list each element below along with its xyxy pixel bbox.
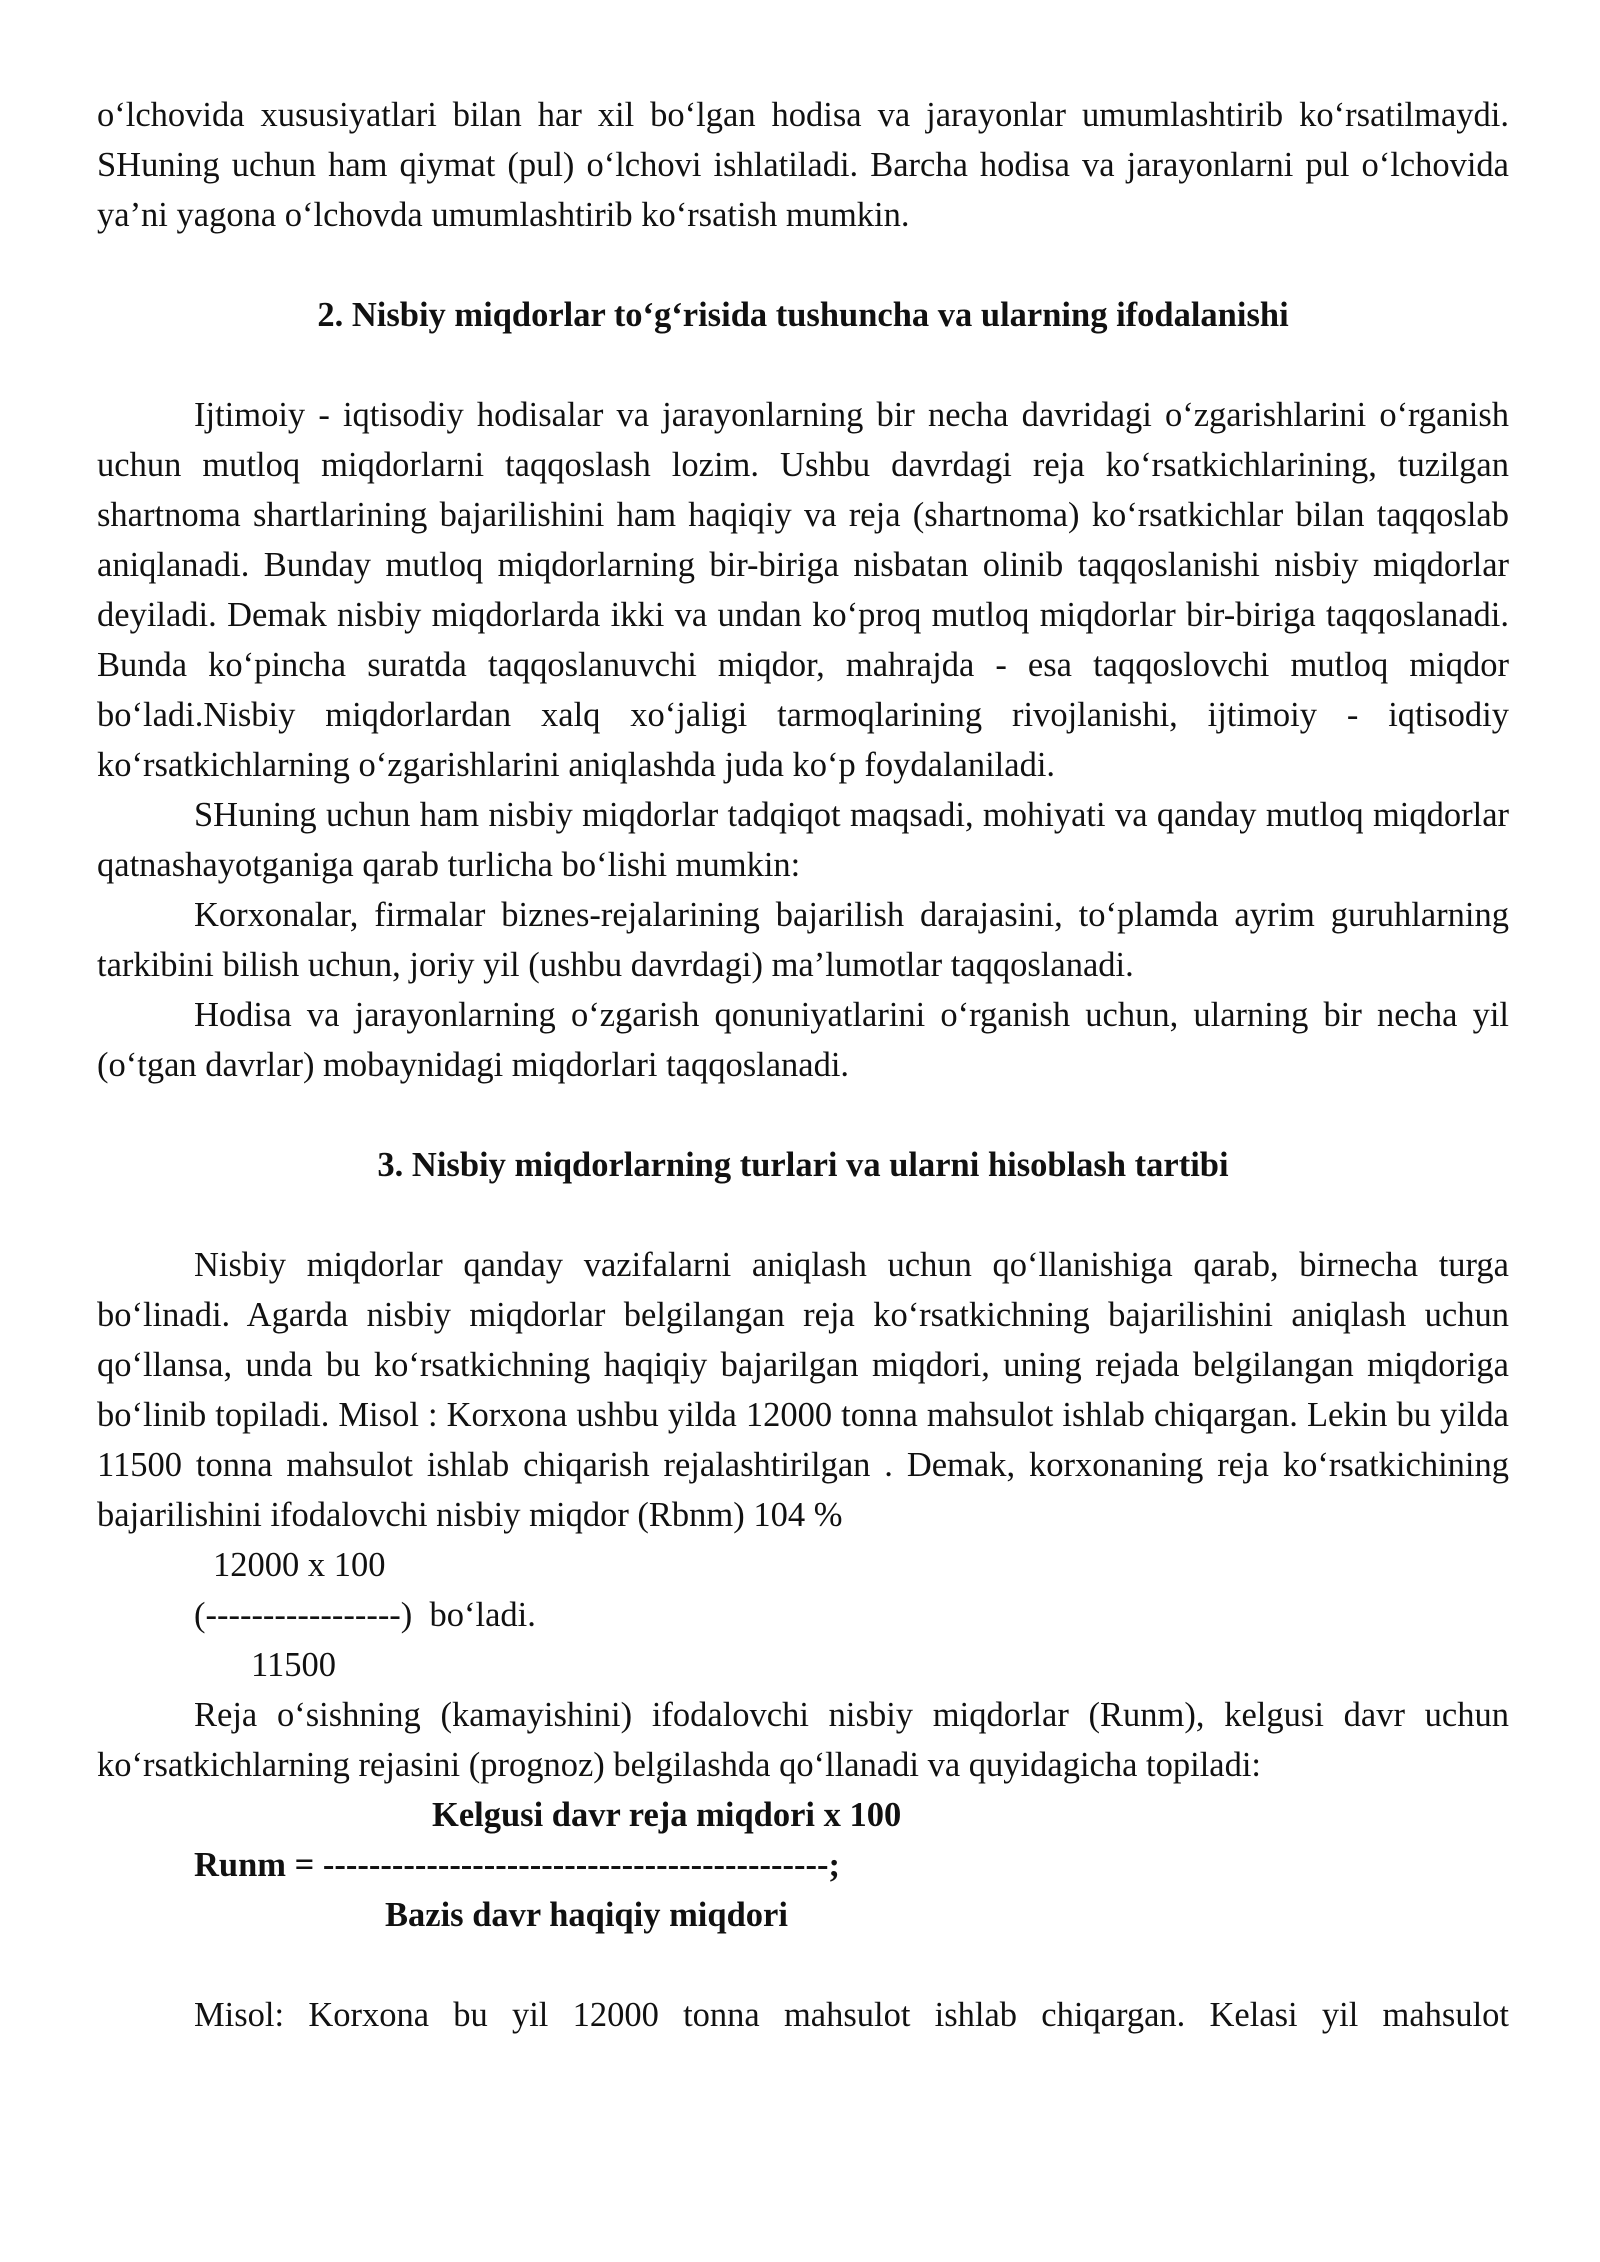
spacer [97, 240, 1509, 290]
formula-numerator: Kelgusi davr reja miqdori x 100 [432, 1796, 902, 1834]
formula-numerator: 12000 x 100 [213, 1546, 386, 1584]
formula-fraction-line: (-----------------) bo‘ladi. [194, 1596, 536, 1634]
paragraph: Korxonalar, firmalar biznes-rejalarining bajarilish darajasini, to‘plamda ayrim guruhlarning tarkibini bilish uchun, joriy yil (ushbu davrdagi) ma’lumotlar taqqoslanadi. [97, 896, 1509, 984]
formula-fraction-line: Runm = --------------------------------------------; [194, 1846, 840, 1884]
paragraph: Reja o‘sishning (kamayishini) ifodalovchi nisbiy miqdorlar (Runm), kelgusi davr uchun ko‘rsatkichlarning rejasini (prognoz) belgilashda qo‘llanadi va quyidagicha topiladi: [97, 1696, 1509, 1784]
paragraph: Nisbiy miqdorlar qanday vazifalarni aniqlash uchun qo‘llanishiga qarab, birnecha turga bo‘linadi. Agarda nisbiy miqdorlar belgilangan reja ko‘rsatkichning bajarilishini aniqlash uchun qo‘llansa, unda bu ko‘rsatkichning haqiqiy bajarilgan miqdori, uning rejada belgilangan miqdoriga bo‘linib topiladi. Misol : Korxona ushbu yilda 12000 tonna mahsulot ishlab chiqargan. Lekin bu yilda 11500 tonna mahsulot ishlab chiqarish rejalashtirilgan . Demak, korxonaning reja ko‘rsatkichining bajarilishini ifodalovchi nisbiy miqdor (Rbnm) 104 % [97, 1246, 1509, 1534]
document-page [97, 90, 1509, 2040]
formula-denominator: Bazis davr haqiqiy miqdori [385, 1896, 788, 1934]
spacer [97, 340, 1509, 390]
paragraph: SHuning uchun ham nisbiy miqdorlar tadqiqot maqsadi, mohiyati va qanday mutloq miqdorlar qatnashayotganiga qarab turlicha bo‘lishi mumkin: [97, 796, 1509, 884]
spacer [97, 1190, 1509, 1240]
paragraph: Misol: Korxona bu yil 12000 tonna mahsulot ishlab chiqargan. Kelasi yil mahsulot [194, 1996, 1509, 2034]
spacer [97, 1940, 1509, 1990]
paragraph: o‘lchovida xususiyatlari bilan har xil bo‘lgan hodisa va jarayonlar umumlashtirib ko‘rsatilmaydi. SHuning uchun ham qiymat (pul) o‘lchovi ishlatiladi. Barcha hodisa va jarayonlarni pul o‘lchovida ya’ni yagona o‘lchovda umumlashtirib ko‘rsatish mumkin. [97, 96, 1509, 234]
paragraph: Ijtimoiy - iqtisodiy hodisalar va jarayonlarning bir necha davridagi o‘zgarishlarini o‘rganish uchun mutloq miqdorlarni taqqoslash lozim. Ushbu davrdagi reja ko‘rsatkichlarining, tuzilgan shartnoma shartlarining bajarilishini ham haqiqiy va reja (shartnoma) ko‘rsatkichlar bilan taqqoslab aniqlanadi. Bunday mutloq miqdorlarning bir-biriga nisbatan olinib taqqoslanishi nisbiy miqdorlar deyiladi. Demak nisbiy miqdorlarda ikki va undan ko‘proq mutloq miqdorlar bir-biriga taqqoslanadi. Bunda ko‘pincha suratda taqqoslanuvchi miqdor, mahrajda - esa taqqoslovchi mutloq miqdor bo‘ladi.Nisbiy miqdorlardan xalq xo‘jaligi tarmoqlarining rivojlanishi, ijtimoiy - iqtisodiy ko‘rsatkichlarning o‘zgarishlarini aniqlashda juda ko‘p foydalaniladi. [97, 396, 1509, 784]
spacer [97, 1090, 1509, 1140]
section-heading: 2. Nisbiy miqdorlar to‘g‘risida tushuncha va ularning ifodalanishi [317, 296, 1289, 334]
paragraph: Hodisa va jarayonlarning o‘zgarish qonuniyatlarini o‘rganish uchun, ularning bir necha yil (o‘tgan davrlar) mobaynidagi miqdorlari taqqoslanadi. [97, 996, 1509, 1084]
formula-denominator: 11500 [251, 1646, 336, 1684]
section-heading: 3. Nisbiy miqdorlarning turlari va ularni hisoblash tartibi [377, 1146, 1229, 1184]
